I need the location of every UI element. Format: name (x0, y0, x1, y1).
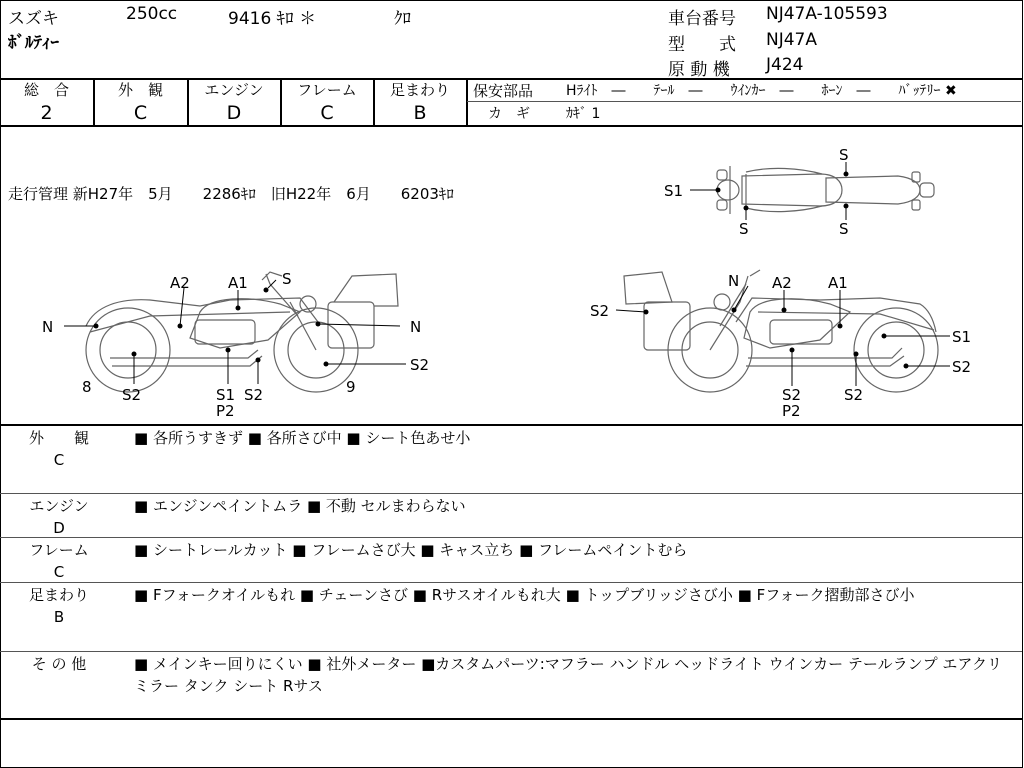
safety-label: 保安部品 (473, 82, 534, 100)
diagram-label: S1 (952, 328, 972, 346)
grade-label: 外 観 (117, 81, 163, 99)
odometer-history: 走行管理 新H27年 5月 2286ｷﾛ 旧H22年 6月 6203ｷﾛ (8, 185, 454, 203)
diagram-label: S2 (244, 386, 264, 404)
grade-engine (188, 79, 280, 125)
key-value: ｶｷﾞ 1 (566, 106, 601, 122)
divider (0, 718, 1022, 720)
safety-items: Hﾗｲﾄ ― ﾃｰﾙ ― ｳｲﾝｶｰ ― ﾎｰﾝ ― ﾊﾞｯﾃﾘｰ ✖ (566, 83, 957, 99)
grade-value: 2 (40, 102, 53, 124)
diagram-label: S1 (216, 386, 236, 404)
section-grade: C (53, 563, 65, 581)
key-label: カ ギ (488, 106, 530, 122)
diagram-label: S (839, 220, 849, 238)
divider (467, 101, 1021, 102)
diagram-label: A2 (170, 274, 190, 292)
grade-value: B (413, 102, 427, 124)
diagram-label: S1 (664, 182, 684, 200)
grade-value: C (133, 102, 148, 124)
section-frame-text: ■ シートレールカット ■ フレームさび大 ■ キャス立ち ■ フレームペイントむら (134, 541, 688, 559)
type-value: NJ47A (766, 30, 817, 50)
diagram-label: S2 (844, 386, 864, 404)
diagram-label: N (410, 318, 422, 336)
section-suspension-text: ■ Fフォークオイルもれ ■ チェーンさび ■ Rサスオイルもれ大 ■ トップブリッジさび小 ■ Fフォーク摺動部さび小 (134, 586, 915, 604)
displacement: 250cc (126, 4, 178, 24)
engine-label: 原 動 機 (668, 60, 730, 80)
diagram-label: S2 (590, 302, 610, 320)
grade-label: フレーム (297, 81, 357, 99)
grade-label: 総 合 (23, 81, 69, 99)
type-label: 型 式 (668, 35, 736, 55)
section-label: そ の 他 (31, 655, 87, 673)
maker: スズキ (8, 9, 59, 29)
divider (0, 424, 1022, 426)
grade-exterior (94, 79, 187, 125)
frame-no-label: 車台番号 (668, 9, 736, 29)
diagram-label: A2 (772, 274, 792, 292)
divider (0, 537, 1022, 538)
section-label: 足まわり (28, 586, 89, 604)
section-other-text: ■ メインキー回りにくい ■ 社外メーター ■カスタムパーツ:マフラー ハンドル ヘッドライト ウインカー テールランプ エアクリ ミラー タンク シート Rサス (134, 655, 1002, 695)
diagram-label: P2 (216, 402, 235, 420)
diagram-label: S2 (410, 356, 430, 374)
grade-overall (0, 79, 93, 125)
grade-label: エンジン (204, 81, 264, 99)
diagram-label: S (839, 146, 849, 164)
section-grade: C (53, 451, 65, 469)
grade-value: D (226, 102, 242, 124)
diagram-label: S (739, 220, 749, 238)
mileage: 9416 ｷﾛ ＊ (228, 9, 317, 29)
diagram-label: S2 (952, 358, 972, 376)
section-exterior-label (0, 427, 118, 471)
diagram-label: A1 (828, 274, 848, 292)
grade-suspension (374, 79, 466, 125)
section-grade: B (53, 608, 65, 626)
diagram-label: N (42, 318, 54, 336)
model-name: ﾎﾞﾙﾃｨｰ (8, 33, 59, 53)
section-grade: D (53, 519, 65, 537)
section-label: フレーム (29, 541, 89, 559)
diagram-label: A1 (228, 274, 248, 292)
section-frame-label (0, 539, 118, 583)
section-engine-text: ■ エンジンペイントムラ ■ 不動 セルまわらない (134, 497, 466, 515)
diagram-label: N (728, 272, 740, 290)
section-engine-label (0, 495, 118, 539)
grade-label: 足まわり (389, 81, 450, 99)
section-label: エンジン (29, 497, 89, 515)
grade-frame (281, 79, 373, 125)
top-view-outline (717, 166, 934, 214)
section-label: 外 観 (28, 429, 89, 447)
diagram-label: S (282, 270, 292, 288)
engine-value: J424 (766, 55, 804, 75)
diagram-label: 8 (82, 378, 92, 396)
divider (0, 582, 1022, 583)
section-suspension-label (0, 584, 118, 628)
divider (0, 493, 1022, 494)
section-exterior-text: ■ 各所うすきず ■ 各所さび中 ■ シート色あせ小 (134, 429, 471, 447)
frame-no: NJ47A-105593 (766, 4, 888, 24)
diagram-label: S2 (122, 386, 142, 404)
section-other-label (0, 653, 118, 675)
divider (0, 651, 1022, 652)
grade-value: C (320, 102, 334, 124)
diagram-label: S2 (782, 386, 802, 404)
damage-diagram (0, 126, 1022, 424)
color: ｸﾛ (394, 9, 411, 29)
diagram-label: P2 (782, 402, 801, 420)
diagram-label: 9 (346, 378, 356, 396)
